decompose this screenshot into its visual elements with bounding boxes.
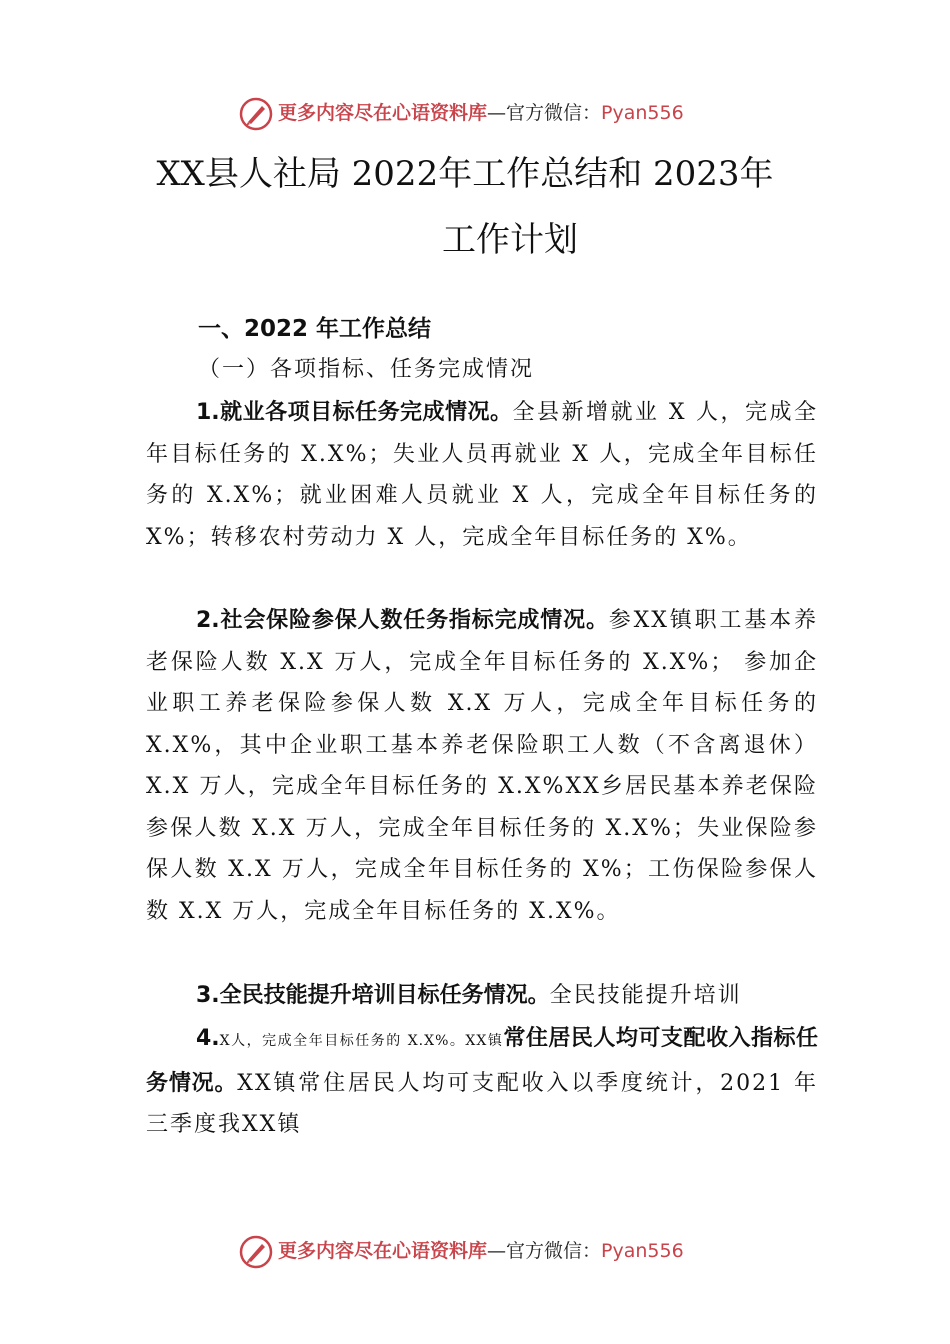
- paragraph-number: 4.: [196, 1026, 220, 1051]
- document-title-line1: XX县人社局 2022年工作总结和 2023年: [156, 154, 774, 194]
- paragraph-text: 全县新增就业 X 人，完成全年目标任务的 X.X%；失业人员再就业 X 人，完成全年目标任务的 X.X%；就业困难人员就业 X 人，完成全年目标任务的 X%；转移农村劳动力 X 人，完成全年目标任务的 X%。: [146, 400, 818, 550]
- paragraph-lead: 1.就业各项目标任务完成情况。: [196, 400, 513, 425]
- paragraph-text: 全民技能提升培训: [549, 983, 742, 1008]
- banner-wechat-id: Pyan556: [601, 1240, 684, 1262]
- section-heading: 一、2022 年工作总结: [198, 316, 432, 342]
- banner-wechat-label: 官方微信：: [506, 1240, 602, 1262]
- paragraph-small-text: X人，完成全年目标任务的 X.X%。XX镇: [219, 1033, 504, 1049]
- subsection-heading: （一）各项指标、任务完成情况: [198, 357, 535, 382]
- document-title-line2: 工作计划: [442, 220, 578, 260]
- paragraph-employment: [146, 392, 818, 558]
- paragraph-text: 参XX镇职工基本养老保险人数 X.X 万人，完成全年目标任务的 X.X%； 参加企业职工养老保险参保人数 X.X 万人，完成全年目标任务的 X.X%，其中企业职工基本养老保险职工人数（不含离退休）X.X 万人，完成全年目标任务的 X.X%XX乡居民基本养老保险参保人数 X.X 万人，完成全年目标任务的 X.X%；失业保险参保人数 X.X 万人，完成全年目标任务的 X%；工伤保险参保人数 X.X 万人，完成全年目标任务的 X.X%。: [146, 608, 819, 924]
- footer-watermark-banner: [0, 1232, 950, 1272]
- paragraph-social-insurance: [146, 600, 818, 932]
- paragraph-text: XX镇常住居民人均可支配收入以季度统计，2021 年三季度我XX镇: [146, 1070, 818, 1137]
- paragraph-skills-training: [146, 975, 818, 1017]
- paragraph-lead: 2.社会保险参保人数任务指标完成情况。: [196, 608, 609, 633]
- banner-wechat-id: Pyan556: [601, 102, 684, 124]
- banner-library-text: 更多内容尽在心语资料库: [278, 1240, 488, 1262]
- banner-dash: —: [487, 1240, 507, 1262]
- pen-nib-icon: [238, 96, 274, 132]
- paragraph-lead: 常住居民人均可支配收入指标任务情况。: [146, 1026, 818, 1096]
- paragraph-income: [146, 1018, 818, 1146]
- banner-dash: —: [487, 102, 507, 124]
- header-watermark-banner: [0, 94, 950, 134]
- banner-wechat-label: 官方微信：: [506, 102, 602, 124]
- paragraph-lead: 3.全民技能提升培训目标任务情况。: [196, 983, 550, 1008]
- banner-library-text: 更多内容尽在心语资料库: [278, 102, 488, 124]
- pen-nib-icon: [238, 1234, 274, 1270]
